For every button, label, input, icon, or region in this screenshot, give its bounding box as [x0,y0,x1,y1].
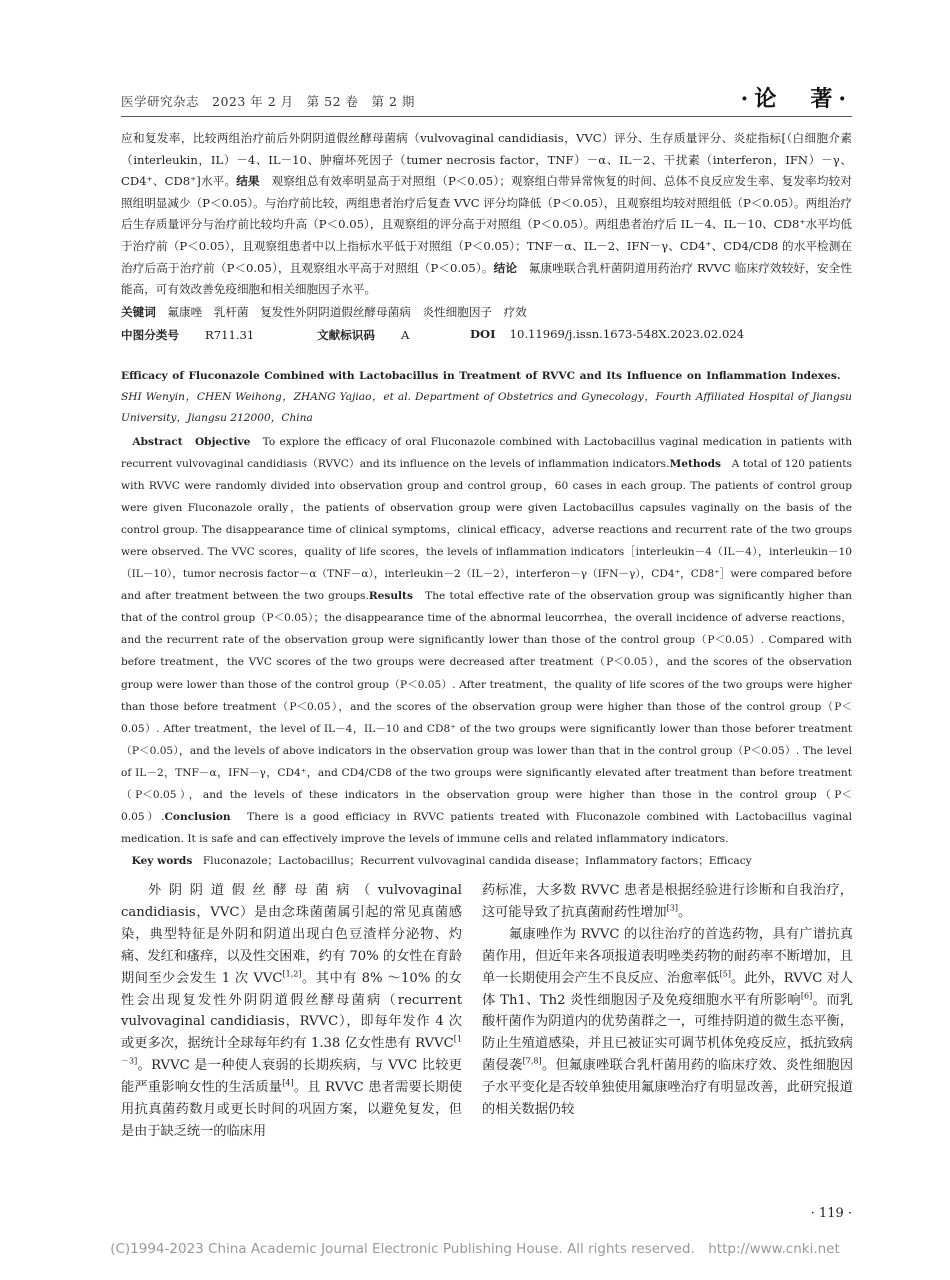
body-right-para1 [482,880,853,924]
cn-results-label: 结果 [236,174,260,189]
cn-abstract-part3: 氟康唑联合乳杆菌阴道用药治疗 RVVC 临床疗效较好，安全性能高，可有效改善免疫细胞和相关细胞因子水平。 [121,260,852,297]
en-conclusion-label: Conclusion [164,810,231,823]
body-right-e: 。但氟康唑联合乳杆菌用药的临床疗效、炎性细胞因子水平变化是否较单独使用氟康唑治疗有明显改善，此研究报道的相关数据仍较 [482,1058,854,1118]
copyright-footer: (C)1994-2023 China Academic Journal Electronic Publishing House. All rights reserved. http://www.cnki.net [110,1241,840,1257]
en-objective-label: Objective [194,436,251,448]
en-abstract-label: Abstract [132,436,183,448]
header-rule [121,116,852,117]
citation-1-2: [1,2] [282,969,302,979]
cn-keywords-label: 关键词 [121,305,156,319]
en-methods-text: A total of 120 patients with RVVC were randomly divided into observation group and control group，60 cases in each group. The patients of control group were given Fluconazole orally，the patients of observation group were given Lactobacillus capsules vaginally on the basis of the control group. The disappearance time of clinical symptoms，clinical efficacy，adverse reactions and recurrent rate of the two groups were observed. The VVC scores，quality of life scores，the levels of inflammation indicators［interleukin－4（IL－4），interleukin－10（IL－10），tumor necrosis factor－α（TNF－α），interleukin－2（IL－2），interferon－γ（IFN－γ），CD4⁺，CD8⁺］were compared before and after treatment between the two groups. [121,458,852,603]
doi-label: DOI [470,327,496,341]
section-title: ·论 著· [740,86,852,112]
body-right-d: 。而乳酸杆菌作为阴道内的优势菌群之一，可维持阴道的微生态平衡，防止生殖道感染，并且已被证实可调节机体免疫反应，抵抗致病菌侵袭 [482,992,854,1074]
en-keywords-label: Key words [131,855,193,867]
doc-code-value: A [400,328,410,342]
english-authors: SHI Wenyin，CHEN Weihong，ZHANG Yajiao，et al. Department of Obstetrics and Gynecology，Fourth Affiliated Hospital of Jiangsu University，Jiangsu 212000，China [121,370,853,424]
clc-value: R711.31 [204,328,255,342]
citation-3: [3] [666,903,678,913]
citation-7-8: [7,8] [522,1056,542,1066]
body-right-column [482,880,853,1121]
body-right-para2 [482,924,853,1121]
body-right-b: 氟康唑作为 RVVC 的以往治疗的首选药物，具有广谱抗真菌作用，但近年来各项报道表明唑类药物的耐药率不断增加，且单一长期使用会产生不良反应、治愈率低 [482,926,853,986]
body-right-a-end: 。 [677,904,692,920]
citation-5: [5] [719,969,731,979]
body-left-b: 。其中有 8% ～10% 的女性会出现复发性外阴阴道假丝酵母菌病（recurrent vulvovaginal candidiasis，RVVC），即每年发作 4 次或更多次，据统计全球每年约有 1.38 亿女性患有 RVVC [121,970,462,1052]
en-results-label: Results [368,590,413,603]
clc-label: 中图分类号 [121,328,179,342]
body-left-a: 外阴阴道假丝酵母菌病（vulvovaginal candidiasis，VVC）是由念珠菌菌属引起的常见真菌感染，典型特征是外阴和阴道出现白色豆渣样分泌物、灼痛、发红和瘙痒，以及性交困难，约有 70% 的女性在育龄期间至少会发生 1 次 VVC [121,883,463,986]
en-results-text: The total effective rate of the observation group was significantly higher than that of the control group（P＜0.05）；the disappearance time of the abnormal leucorrhea，the overall incidence of adverse reactions，and the recurrent rate of the observation group were significantly lower than those of the control group（P＜0.05）. Compared with before treatment，the VVC scores of the two groups were decreased after treatment（P＜0.05），and the scores of the observation group were lower than those of the control group（P＜0.05）. After treatment，the quality of life scores of the two groups were higher than those before treatment（P＜0.05），and the scores of the observation group were higher than those of the control group（P＜0.05）. After treatment，the level of IL－4，IL－10 and CD8⁺ of the two groups were significantly lower than those beforer treatment（P＜0.05），and the levels of above indicators in the observation group was lower than that in the control group（P＜0.05）. The level of IL－2，TNF－α，IFN－γ，CD4⁺，and CD4/CD8 of the two groups were significantly elevated after treatment than before treatment（P＜0.05），and the levels of these indicators in the observation group were higher than those in the control group（P＜0.05）. [121,590,852,823]
doi-value: 10.11969/j.issn.1673-548X.2023.02.024 [509,327,745,341]
english-title-authors [121,366,852,429]
citation-6: [6] [800,991,813,1001]
en-objective-text: To explore the efficacy of oral Fluconazole combined with Lactobacillus vaginal medication in patients with recurrent vulvovaginal candidiasis（RVVC）and its influence on the levels of inflammation indicators. [121,436,853,471]
english-title: Efficacy of Fluconazole Combined with Lactobacillus in Treatment of RVVC and Its Influence on Inflammation Indexes. [121,370,841,382]
english-keywords [121,853,752,868]
chinese-keywords [121,304,527,320]
page-number: · 119 · [810,1206,852,1221]
journal-issue-line: 医学研究杂志 2023 年 2 月 第 52 卷 第 2 期 [121,94,415,109]
body-left-c: 。RVVC 是一种使人衰弱的长期疾病，与 VVC 比较更能严重影响女性的生活质量 [121,1058,462,1096]
body-right-c: 。此外，RVVC 对人体 Th1、Th2 炎性细胞因子及免疫细胞水平有所影响 [482,970,853,1008]
cn-conclusion-label: 结论 [493,260,518,275]
cn-keywords-text: 氟康唑 乳杆菌 复发性外阴阴道假丝酵母菌病 炎性细胞因子 疗效 [155,305,527,319]
english-abstract [121,431,852,850]
doc-code-label: 文献标识码 [317,328,375,342]
citation-1-3: [1－3] [121,1034,462,1066]
en-keywords-text: Fluconazole；Lactobacillus；Recurrent vulvovaginal candida disease；Inflammatory factors；Efficacy [192,855,752,867]
body-left-column [121,880,462,1143]
body-right-a: 药标准，大多数 RVVC 患者是根据经验进行诊断和自我治疗，这可能导致了抗真菌耐药性增加 [482,883,853,920]
body-left-d: 。且 RVVC 患者需要长期使用抗真菌药数月或更长时间的巩固方案，以避免复发，但是由于缺乏统一的临床用 [121,1080,463,1139]
cn-abstract-part1: 应和复发率，比较两组治疗前后外阴阴道假丝酵母菌病（vulvovaginal candidiasis，VVC）评分、生存质量评分、炎症指标[（白细胞介素（interleukin，IL）－4、IL－10、肿瘤坏死因子（tumer necrosis factor，TNF）－α、IL－2、干扰素（interferon，IFN）－γ、CD4⁺、CD8⁺]水平。 [121,131,852,189]
en-conclusion-text: There is a good efficiacy in RVVC patients treated with Fluconazole combined with Lactobacillus vaginal medication. It is safe and can effectively improve the levels of immune cells and related inflammatory indicators. [121,810,852,845]
cn-abstract-part2: 观察组总有效率明显高于对照组（P＜0.05）；观察组白带异常恢复的时间、总体不良反应发生率、复发率均较对照组明显减少（P＜0.05）。与治疗前比较，两组患者治疗后复查 VVC 评分均降低（P＜0.05），且观察组均较对照组低（P＜0.05）。两组治疗后生存质量评分与治疗前比较均升高（P＜0.05），且观察组的评分高于对照组（P＜0.05）。两组患者治疗后 IL－4、IL－10、CD8⁺水平均低于治疗前（P＜0.05），且观察组患者中以上指标水平低于对照组（P＜0.05）；TNF－α、IL－2、IFN－γ、CD4⁺、CD4/CD8 的水平检测在治疗后高于治疗前（P＜0.05），且观察组水平高于对照组（P＜0.05）。 [121,174,852,275]
chinese-abstract [121,128,852,301]
en-methods-label: Methods [669,458,721,471]
citation-4: [4] [282,1078,294,1088]
